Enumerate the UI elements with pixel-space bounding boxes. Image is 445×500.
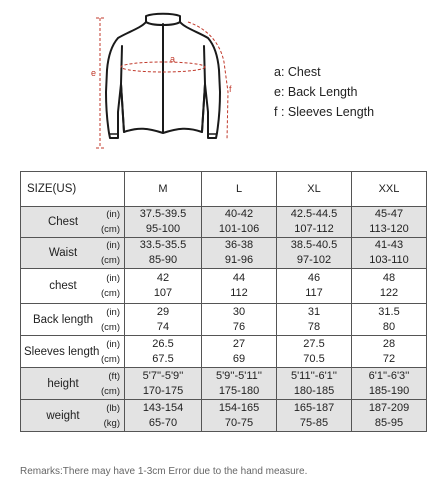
- size-value-cell: [202, 269, 277, 304]
- row-label: Sleeves length: [24, 345, 100, 358]
- value-secondary: 65-70: [148, 416, 178, 429]
- back-length-measure-line: [96, 18, 104, 148]
- value-primary: 36-38: [224, 239, 254, 251]
- row-units: [101, 238, 120, 268]
- unit-label: (in): [106, 306, 120, 318]
- value-secondary: 78: [307, 320, 321, 333]
- row-units: [104, 401, 120, 431]
- row-label: Chest: [47, 216, 79, 228]
- row-label-cell: [21, 368, 125, 400]
- size-value-cell: [352, 336, 427, 368]
- size-value-cell: [352, 207, 427, 238]
- table-row: [21, 304, 427, 336]
- row-label-cell: [21, 238, 125, 269]
- value-primary: 31: [307, 305, 321, 318]
- size-column-header: XL: [277, 172, 352, 207]
- table-row: [21, 207, 427, 238]
- unit-label: (cm): [101, 224, 120, 235]
- marker-a: a: [170, 54, 176, 64]
- row-units: [101, 337, 120, 367]
- value-primary: 37.5-39.5: [139, 208, 187, 220]
- table-row: [21, 238, 427, 269]
- value-primary: 46: [307, 272, 321, 284]
- size-value-cell: [202, 304, 277, 336]
- table-row: [21, 336, 427, 368]
- jersey-outline: [106, 14, 220, 138]
- value-secondary: 170-175: [142, 384, 184, 397]
- size-value-cell: [125, 269, 202, 304]
- row-label-cell: [21, 269, 125, 304]
- value-secondary: 112: [230, 287, 248, 299]
- unit-label: (in): [106, 209, 120, 220]
- unit-label: (kg): [103, 417, 120, 429]
- legend-chest: a: Chest: [274, 65, 321, 79]
- value-primary: 40-42: [224, 208, 254, 220]
- value-secondary: 74: [156, 320, 170, 333]
- row-units: [101, 305, 120, 335]
- value-primary: 45-47: [374, 208, 404, 220]
- row-label-cell: [21, 207, 125, 238]
- value-primary: 165-187: [293, 401, 335, 414]
- size-chart-table: [20, 171, 427, 432]
- size-value-cell: [277, 304, 352, 336]
- size-value-cell: [125, 207, 202, 238]
- size-value-cell: [202, 238, 277, 269]
- size-value-cell: [352, 368, 427, 400]
- value-primary: 28: [382, 337, 396, 350]
- legend-sleeves-length: f : Sleeves Length: [274, 105, 375, 119]
- size-value-cell: [277, 400, 352, 432]
- value-primary: 33.5-35.5: [139, 239, 187, 251]
- value-primary: 38.5-40.5: [290, 239, 338, 251]
- size-value-cell: [125, 304, 202, 336]
- jersey-diagram: [0, 0, 445, 165]
- size-value-cell: [202, 336, 277, 368]
- unit-label: (ft): [108, 370, 120, 382]
- value-primary: 44: [232, 272, 246, 284]
- table-header-row: [21, 172, 427, 207]
- value-primary: 30: [232, 305, 246, 318]
- value-secondary: 175-180: [218, 384, 260, 397]
- value-secondary: 113-120: [369, 223, 409, 235]
- value-secondary: 67.5: [152, 352, 174, 365]
- value-secondary: 180-185: [293, 384, 335, 397]
- value-secondary: 91-96: [224, 254, 254, 266]
- row-label: chest: [49, 280, 77, 292]
- value-primary: 42.5-44.5: [290, 208, 338, 220]
- size-value-cell: [202, 368, 277, 400]
- value-primary: 5'7''-5'9'': [142, 369, 184, 382]
- value-secondary: 69: [232, 352, 246, 365]
- unit-label: (cm): [101, 321, 120, 333]
- value-secondary: 122: [379, 287, 399, 299]
- row-units: [101, 369, 120, 399]
- value-secondary: 72: [382, 352, 396, 365]
- size-value-cell: [125, 238, 202, 269]
- value-primary: 5'9''-5'11'': [215, 369, 263, 382]
- value-primary: 27: [232, 337, 246, 350]
- value-primary: 42: [156, 272, 170, 284]
- value-primary: 154-165: [218, 401, 260, 414]
- size-value-cell: [125, 336, 202, 368]
- remarks-note: Remarks:There may have 1-3cm Error due to the hand measure.: [20, 466, 308, 477]
- size-value-cell: [277, 207, 352, 238]
- value-primary: 48: [382, 272, 396, 284]
- value-secondary: 95-100: [145, 223, 181, 235]
- value-primary: 31.5: [378, 305, 400, 318]
- value-secondary: 75-85: [299, 416, 329, 429]
- row-units: [101, 271, 120, 301]
- row-label-cell: [21, 400, 125, 432]
- value-secondary: 70.5: [303, 352, 325, 365]
- size-value-cell: [277, 368, 352, 400]
- marker-f: f: [229, 84, 232, 94]
- unit-label: (cm): [101, 385, 120, 397]
- value-secondary: 107: [153, 287, 173, 299]
- unit-label: (cm): [101, 353, 120, 365]
- size-value-cell: [352, 400, 427, 432]
- value-secondary: 80: [382, 320, 396, 333]
- table-row: [21, 269, 427, 304]
- size-value-cell: [352, 304, 427, 336]
- size-value-cell: [277, 269, 352, 304]
- value-primary: 27.5: [303, 337, 325, 350]
- unit-label: (in): [106, 240, 120, 251]
- size-value-cell: [352, 269, 427, 304]
- size-value-cell: [277, 238, 352, 269]
- value-secondary: 185-190: [368, 384, 410, 397]
- table-body: [21, 207, 427, 432]
- size-value-cell: [202, 207, 277, 238]
- table-row: [21, 368, 427, 400]
- value-primary: 6'1''-6'3'': [368, 369, 410, 382]
- size-value-cell: [125, 400, 202, 432]
- value-secondary: 70-75: [224, 416, 254, 429]
- value-secondary: 103-110: [369, 254, 409, 266]
- unit-label: (in): [106, 273, 120, 284]
- value-primary: 187-209: [368, 401, 410, 414]
- legend-back-length: e: Back Length: [274, 85, 358, 99]
- unit-label: (cm): [101, 255, 120, 266]
- unit-label: (cm): [101, 288, 120, 299]
- value-secondary: 97-102: [296, 254, 332, 266]
- marker-e: e: [91, 68, 97, 78]
- value-secondary: 85-90: [148, 254, 178, 266]
- unit-label: (in): [106, 338, 120, 350]
- row-label: Back length: [32, 313, 94, 326]
- unit-label: (lb): [106, 402, 120, 414]
- size-column-header: XXL: [352, 172, 427, 207]
- value-primary: 143-154: [142, 401, 184, 414]
- value-primary: 26.5: [152, 337, 174, 350]
- value-secondary: 76: [232, 320, 246, 333]
- table-row: [21, 400, 427, 432]
- value-primary: 5'11''-6'1'': [290, 369, 338, 382]
- value-secondary: 101-106: [218, 223, 260, 235]
- value-secondary: 107-112: [294, 223, 334, 235]
- size-value-cell: [125, 368, 202, 400]
- row-label: height: [47, 377, 79, 390]
- row-label-cell: [21, 336, 125, 368]
- measurement-legend: [274, 62, 374, 122]
- value-secondary: 85-95: [374, 416, 404, 429]
- size-value-cell: [277, 336, 352, 368]
- value-secondary: 117: [305, 287, 323, 299]
- row-label-cell: [21, 304, 125, 336]
- row-label: Waist: [48, 247, 78, 259]
- row-units: [101, 207, 120, 237]
- size-column-header: L: [202, 172, 277, 207]
- size-column-header: M: [125, 172, 202, 207]
- row-label: weight: [46, 409, 80, 422]
- size-value-cell: [202, 400, 277, 432]
- value-primary: 29: [156, 305, 170, 318]
- value-primary: 41-43: [374, 239, 404, 251]
- header-size-label: SIZE(US): [21, 172, 125, 207]
- size-value-cell: [352, 238, 427, 269]
